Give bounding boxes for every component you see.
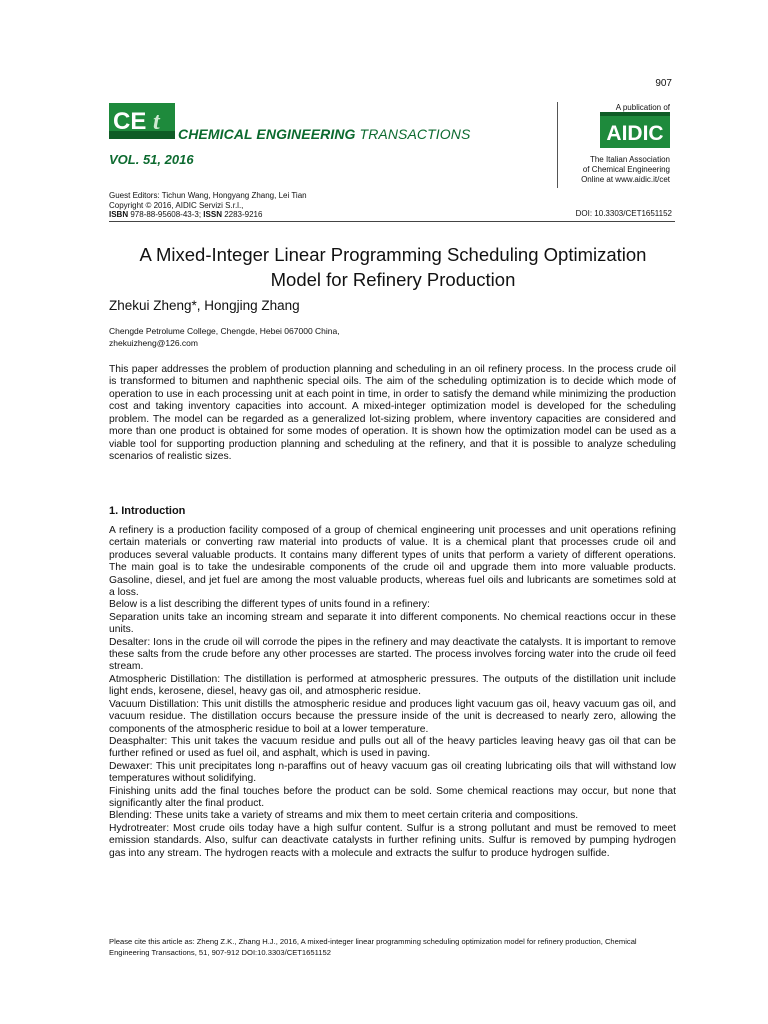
paragraph: Atmospheric Distillation: The distillation is performed at atmospheric pressures. The outputs of the distillation unit include light ends, kerosene, diesel, heavy gas oil, and atmospheric residue. [109, 673, 676, 698]
paragraph: Separation units take an incoming stream and separate it into different components. No chemical reactions occur in these units. [109, 611, 676, 636]
isbn-issn: ISBN 978-88-95608-43-3; ISSN 2283-9216 [109, 210, 263, 219]
page-number: 907 [655, 78, 672, 89]
cet-journal-logo [109, 103, 175, 139]
aidic-logo-text: AIDIC [606, 122, 664, 145]
paragraph: Vacuum Distillation: This unit distills the atmospheric residue and produces light vacuum gas oil, heavy vacuum gas oil, and vacuum residue. The distillation occurs because the pressure inside of the unit is decreased to nearly zero, allowing the components of the atmospheric residue to boil at a lower temperature. [109, 698, 676, 735]
paragraph: A refinery is a production facility composed of a group of chemical engineering unit processes and unit operations refining certain materials or converting raw material into products of value. It is a chemical plant that processes crude oil and produces several valuable products. It contains many different types of units that perform a variety of different operations. The main goal is to take the undesirable components of the crude oil and upgrade them into more valuable products. Gasoline, diesel, and jet fuel are among the most valuable products, whereas fuel oils and lubricants are sometimes sold at a loss. [109, 525, 676, 599]
publication-label: A publication of [615, 103, 670, 112]
citation-footnote: Please cite this article as: Zheng Z.K., Zhang H.J., 2016, A mixed-integer linear programming scheduling optimization model for refinery production, Chemical Engineering Transactions, 51, 907-912 DOI:10.3303/CET1651152 [109, 937, 637, 957]
paragraph: Below is a list describing the different types of units found in a refinery: [109, 599, 430, 611]
publisher-divider [557, 102, 558, 188]
aidic-address: The Italian Association of Chemical Engineering Online at www.aidic.it/cet [581, 155, 670, 184]
journal-name: CHEMICAL ENGINEERING TRANSACTIONS [178, 126, 471, 142]
paragraph: Desalter: Ions in the crude oil will corrode the pipes in the refinery and may deactivate the catalysts. It is important to remove these salts from the crude before any other processes are started. The process involves forcing water into the crude oil feed stream. [109, 636, 676, 673]
paragraph: Blending: These units take a variety of streams and mix them to meet certain criteria and compositions. [109, 810, 579, 822]
section-heading-introduction: 1. Introduction [109, 505, 186, 517]
guest-editors: Guest Editors: Tichun Wang, Hongyang Zhang, Lei Tian [109, 191, 307, 200]
author-email: zhekuizheng@126.com [109, 338, 198, 348]
svg-text:CE: CE [113, 108, 147, 135]
paragraph: Dewaxer: This unit precipitates long n-paraffins out of heavy vacuum gas oil creating lubricating oils that will withstand low temperatures without solidifying. [109, 760, 676, 785]
paragraph: Finishing units add the final touches before the product can be sold. Some chemical reactions may occur, but none that significantly alter the final product. [109, 785, 676, 809]
introduction-body [109, 525, 676, 860]
aidic-logo [600, 112, 670, 148]
authors: Zhekui Zheng*, Hongjing Zhang [109, 298, 300, 313]
paragraph: Hydrotreater: Most crude oils today have a high sulfur content. Sulfur is a strong pollutant and must be removed to meet emission standards. Also, sulfur can deactivate catalysts in further refining units. Sulfur is removed by pumping hydrogen gas into any stream. The hydrogen reacts with a molecule and extracts the sulfur to produce hydrogen sulfide. [109, 822, 676, 859]
paper-title: A Mixed-Integer Linear Programming Scheduling Optimization Model for Refinery Production [139, 244, 647, 290]
cet-logo-t: t [153, 109, 160, 135]
volume-label: VOL. 51, 2016 [109, 152, 194, 167]
editorial-info [109, 191, 307, 220]
affiliation: Chengde Petrolume College, Chengde, Hebei 067000 China, zhekuizheng@126.com [109, 326, 340, 348]
doi: DOI: 10.3303/CET1651152 [575, 209, 672, 218]
paragraph: Deasphalter: This unit takes the vacuum residue and pulls out all of the heavy particles leaving heavy gas oil that can be further refined or used as fuel oil, and asphalt, which is used in paving. [109, 735, 676, 760]
copyright: Copyright © 2016, AIDIC Servizi S.r.l., [109, 200, 244, 210]
header-divider [109, 221, 675, 222]
abstract: This paper addresses the problem of production planning and scheduling in an oil refinery process. In the process crude oil is transformed to bitumen and naphthenic special oils. The aim of the scheduling optimization is to decide which mode of operation to use in each processing unit at each point in time, in order to satisfy the demand while minimizing the production cost and taking inventory capacities into account. A mixed-integer optimization model is developed for the scheduling problem. The model can be regarded as a generalized lot-sizing problem, where inventory capacities are considered and more than one product is obtained for some modes of operation. It is shown how the optimization model can be used as a viable tool for supporting production planning and scheduling at the refinery, and that it is possible to analyze scheduling scenarios of realistic sizes. [109, 364, 676, 463]
